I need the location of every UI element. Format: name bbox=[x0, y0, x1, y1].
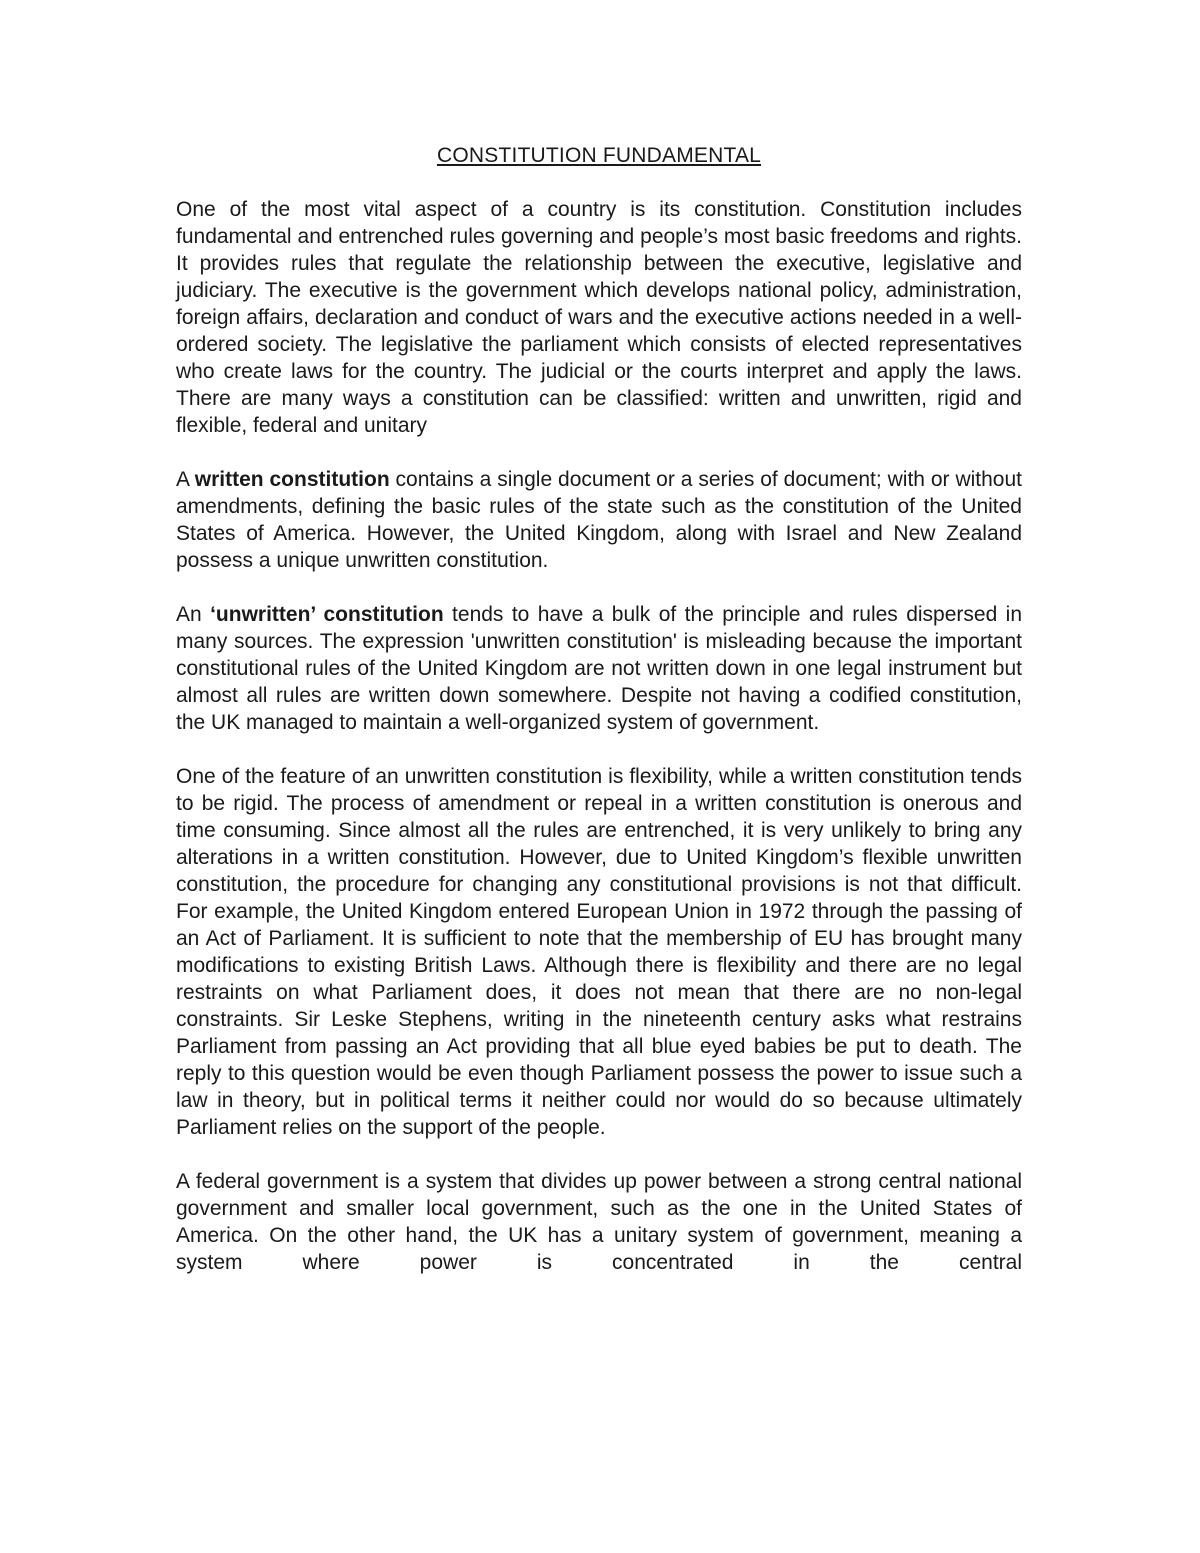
paragraph-federal-unitary: A federal government is a system that divides up power between a strong central national government and smaller local government, such as the one in the United States of America. On the other hand, the UK has a unitary system of government, meaning a system where power is concentrated in the central bbox=[176, 1170, 1022, 1274]
term-written-constitution: written constitution bbox=[194, 468, 390, 491]
document-title: CONSTITUTION FUNDAMENTAL bbox=[436, 144, 762, 167]
paragraph-flexibility: One of the feature of an unwritten constitution is flexibility, while a written constitution tends to be rigid. The process of amendment or repeal in a written constitution is onerous and time consuming. Since almost all the rules are entrenched, it is very unlikely to bring any alterations in a written constitution. However, due to United Kingdom’s flexible unwritten constitution, the procedure for changing any constitutional provisions is not that difficult. For example, the United Kingdom entered European Union in 1972 through the passing of an Act of Parliament. It is sufficient to note that the membership of EU has brought many modifications to existing British Laws. Although there is flexibility and there are no legal restraints on what Parliament does, it does not mean that there are no non-legal constraints. Sir Leske Stephens, writing in the nineteenth century asks what restrains Parliament from passing an Act providing that all blue eyed babies be put to death. The reply to this question would be even though Parliament possess the power to issue such a law in theory, but in political terms it neither could nor would do so because ultimately Parliament relies on the support of the people. bbox=[176, 765, 1022, 1139]
paragraph-unwritten-constitution bbox=[176, 601, 1022, 736]
paragraph-lead: An bbox=[176, 603, 211, 626]
paragraph-text: tends to have a bulk of the principle and rules dispersed in many sources. The expression 'unwritten constitution' is misleading because the important constitutional rules of the United Kingdom are not written down in one legal instrument but almost all rules are written down somewhere. Despite not having a codified constitution, the UK managed to maintain a well-organized system of government. bbox=[176, 603, 1022, 734]
term-unwritten-constitution: ‘unwritten’ constitution bbox=[210, 603, 444, 626]
paragraph-lead: A bbox=[176, 468, 195, 491]
paragraph-written-constitution bbox=[176, 466, 1022, 574]
document-page bbox=[176, 143, 1022, 1303]
paragraph-text: contains a single document or a series of document; with or without amendments, defining the basic rules of the state such as the constitution of the United States of America. However, the United Kingdom, along with Israel and New Zealand possess a unique unwritten constitution. bbox=[176, 468, 1022, 572]
paragraph-introduction: One of the most vital aspect of a country is its constitution. Constitution includes fundamental and entrenched rules governing and people’s most basic freedoms and rights. It provides rules that regulate the relationship between the executive, legislative and judiciary. The executive is the government which develops national policy, administration, foreign affairs, declaration and conduct of wars and the executive actions needed in a well-ordered society. The legislative the parliament which consists of elected representatives who create laws for the country. The judicial or the courts interpret and apply the laws. There are many ways a constitution can be classified: written and unwritten, rigid and flexible, federal and unitary bbox=[176, 198, 1022, 437]
